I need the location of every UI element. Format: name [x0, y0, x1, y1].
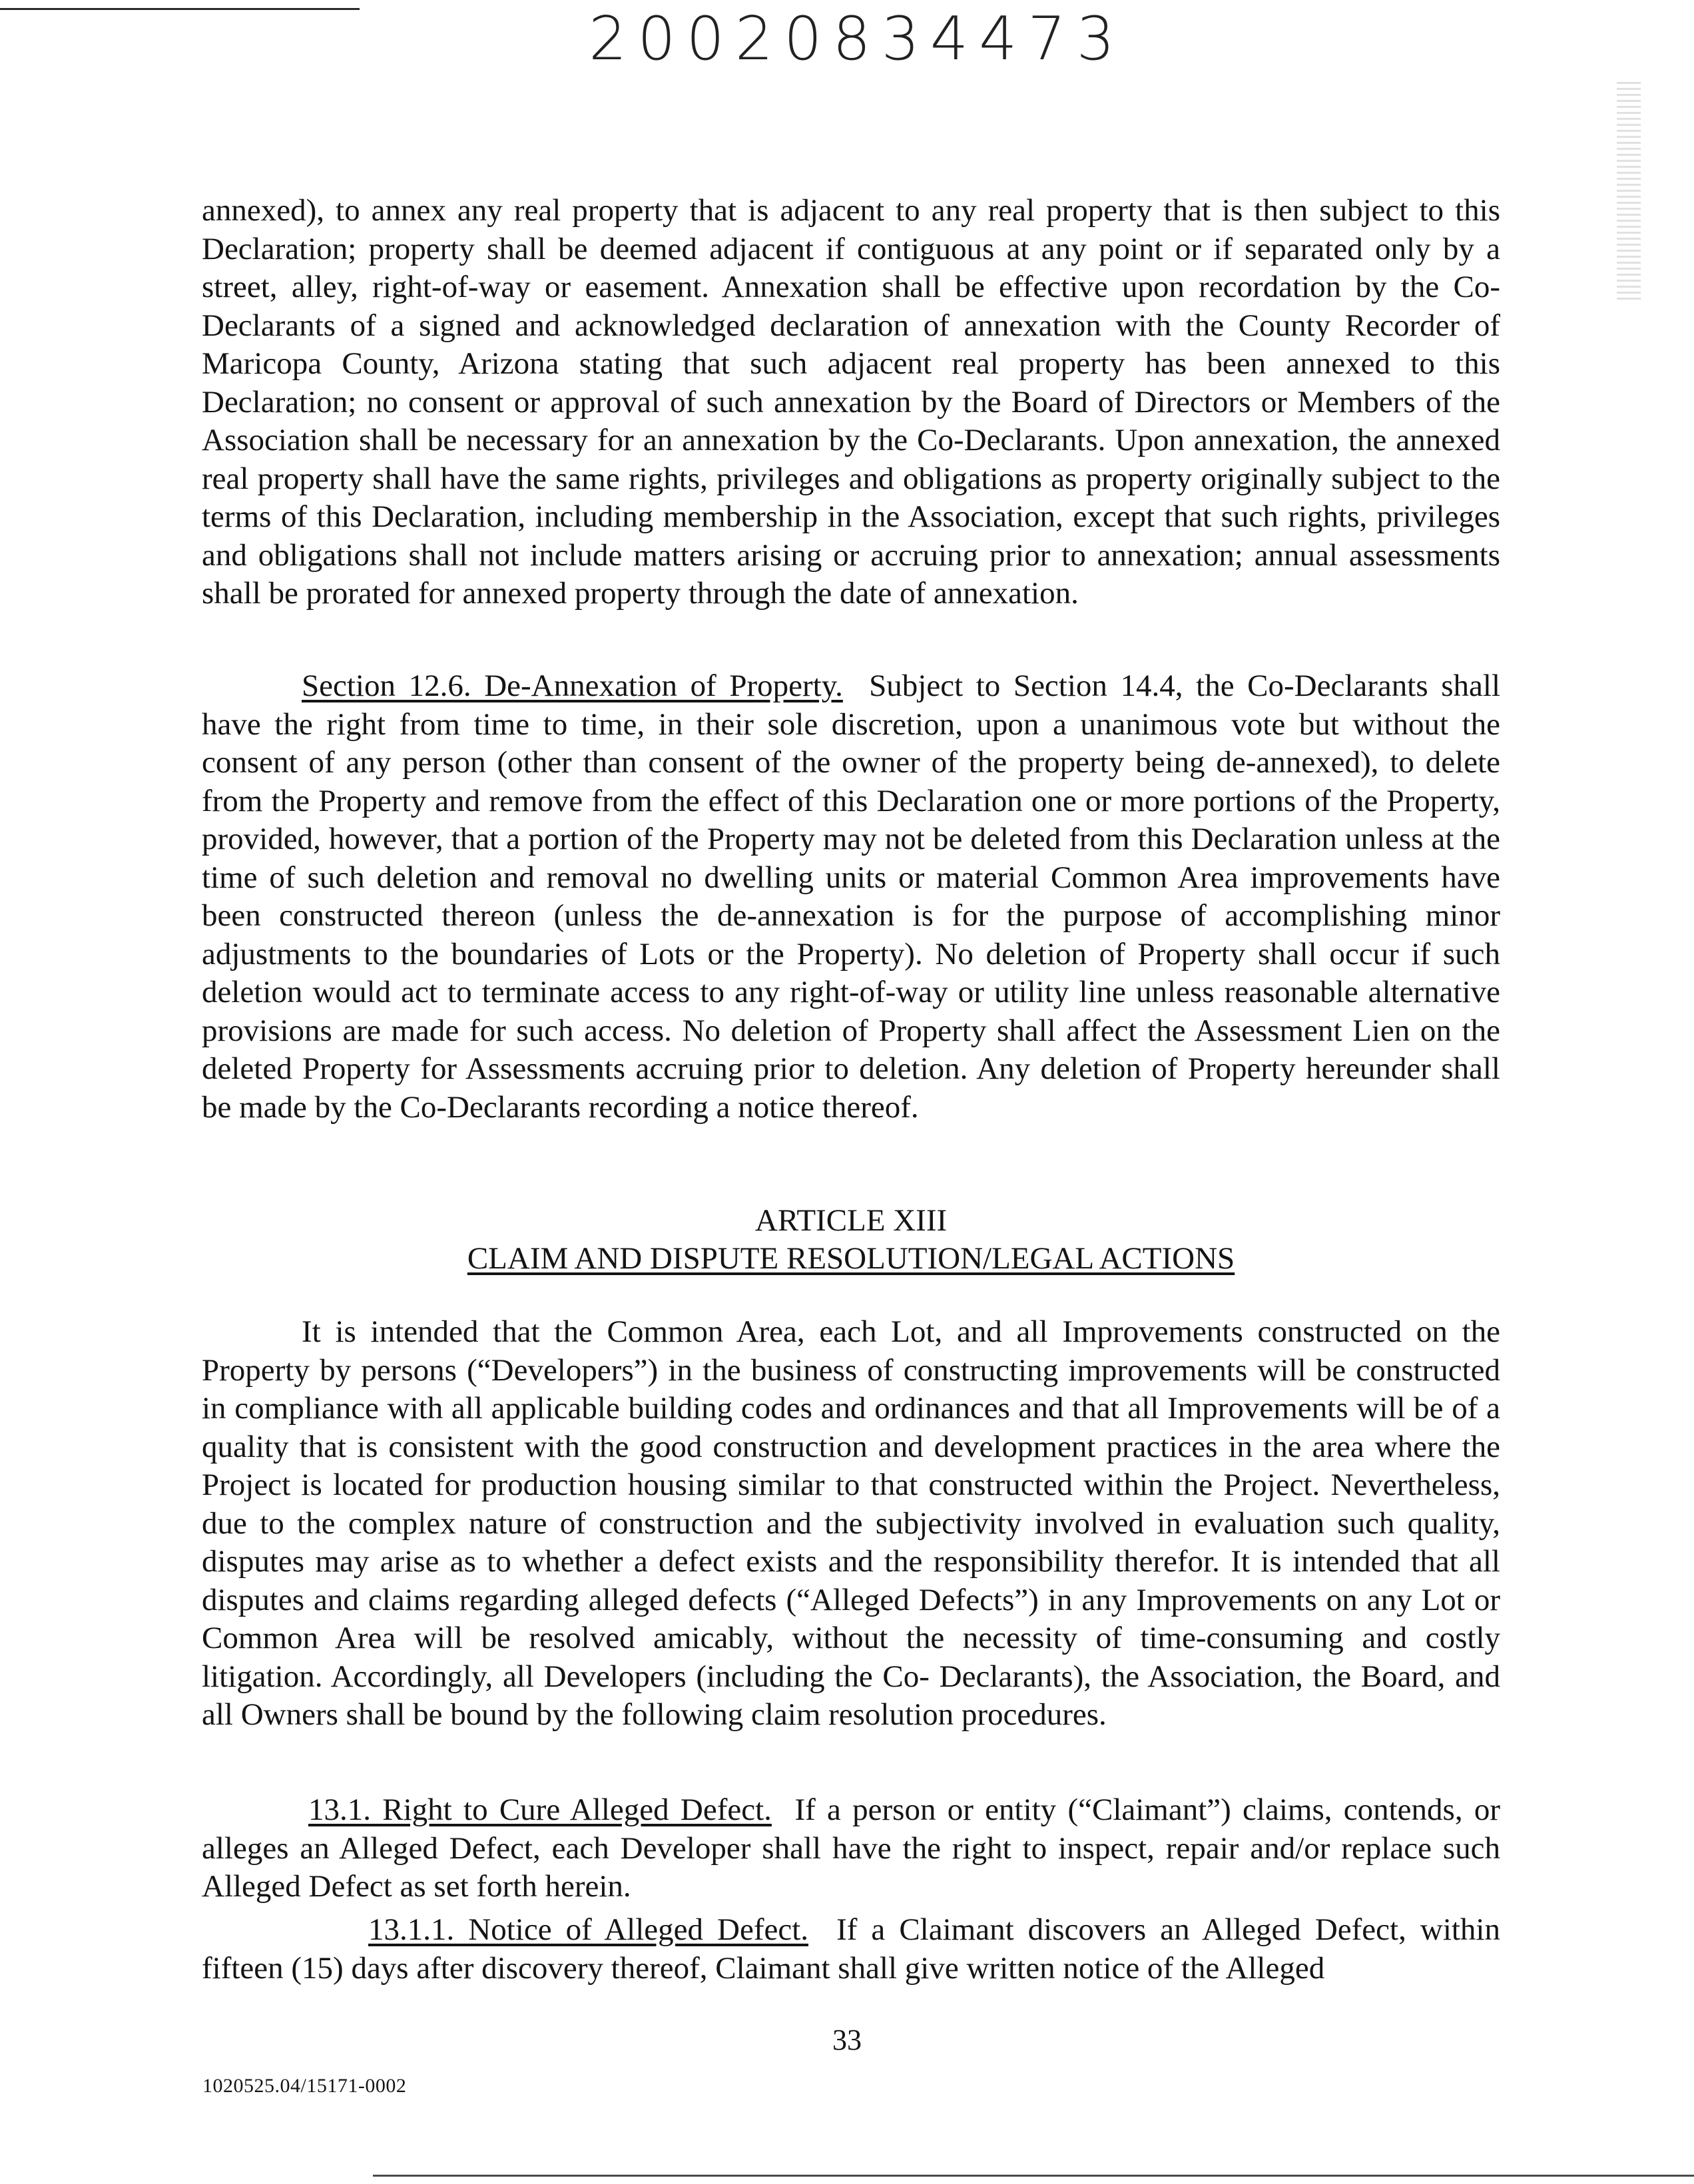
paragraph-notice-of-defect: [202, 1911, 1500, 1988]
paragraph-de-annexation: [202, 667, 1500, 1127]
recording-number: 20020834473: [589, 4, 1125, 74]
section-12-6-heading: Section 12.6. De-Annexation of Property.: [302, 669, 843, 703]
article-number: ARTICLE XIII: [754, 1203, 948, 1238]
paragraph-annexation-text: annexed), to annex any real property that is adjacent to any real property that is then subject to this Declaration; property shall be deemed adjacent if contiguous at any point or if separated only by a street, alley, right-of-way or easement. Annexation shall be effective upon recordation by the Co-Declarants of a signed and acknowledged declaration of annexation with the County Recorder of Maricopa County, Arizona stating that such adjacent real property has been annexed to this Declaration; no consent or approval of such annexation by the Board of Directors or Members of the Association shall be necessary for an annexation by the Co-Declarants. Upon annexation, the annexed real property shall have the same rights, privileges and obligations as property originally subject to the terms of this Declaration, including membership in the Association, except that such rights, privileges and obligations shall not include matters arising or accruing prior to annexation; annual assessments shall be prorated for annexed property through the date of annexation.: [202, 193, 1500, 611]
section-13-1-1-body: If a Claimant discovers an Alleged Defect, within fifteen (15) days after discovery thereof, Claimant shall give written notice of the Alleged: [202, 1912, 1500, 1986]
paragraph-annexation: [202, 192, 1500, 613]
paragraph-right-to-cure-text: [202, 1791, 1500, 1906]
margin-recording-stamp: [1617, 80, 1641, 300]
section-13-1-body: If a person or entity (“Claimant”) claims, contends, or alleges an Alleged Defect, each Developer shall have the right to inspect, repair and/or replace such Alleged Defect as set forth herein.: [202, 1792, 1500, 1904]
paragraph-article-intro: [202, 1313, 1500, 1735]
paragraph-article-intro-text: It is intended that the Common Area, each Lot, and all Improvements constructed on the Property by persons (“Developers”) in the business of constructing improvements will be constructed in compliance with all applicable building codes and ordinances and that all Improvements will be of a quality that is consistent with the good construction and development practices in the area where the Project is located for production housing similar to that constructed within the Project. Nevertheless, due to the complex nature of construction and the subjectivity involved in evaluation such quality, disputes may arise as to whether a defect exists and the responsibility therefor. It is intended that all disputes and claims regarding alleged defects (“Alleged Defects”) in any Improvements on any Lot or Common Area will be resolved amicably, without the necessity of time-consuming and costly litigation. Accordingly, all Developers (including the Co- Declarants), the Association, the Board, and all Owners shall be bound by the following claim resolution procedures.: [202, 1314, 1500, 1732]
bottom-scan-rule: [373, 2175, 1694, 2177]
section-12-6-body: Subject to Section 14.4, the Co-Declarants shall have the right from time to time, in their sole discretion, upon a unanimous vote but without the consent of any person (other than consent of the owner of the property being de-annexed), to delete from the Property and remove from the effect of this Declaration one or more portions of the Property, provided, however, that a portion of the Property may not be deleted from this Declaration unless at the time of such deletion and removal no dwelling units or material Common Area improvements have been constructed thereon (unless the de-annexation is for the purpose of accomplishing minor adjustments to the boundaries of Lots or the Property). No deletion of Property shall occur if such deletion would act to terminate access to any right-of-way or utility line unless reasonable alternative provisions are made for such access. No deletion of Property shall affect the Assessment Lien on the deleted Property for Assessments accruing prior to deletion. Any deletion of Property hereunder shall be made by the Co-Declarants recording a notice thereof.: [202, 669, 1501, 1125]
article-title-text: CLAIM AND DISPUTE RESOLUTION/LEGAL ACTIONS: [467, 1241, 1235, 1276]
page-number: 33: [832, 2024, 862, 2056]
paragraph-notice-of-defect-text: [202, 1911, 1500, 1988]
article-title: [202, 1240, 1500, 1278]
section-13-1-1-heading: 13.1.1. Notice of Alleged Defect.: [368, 1912, 809, 1947]
paragraph-right-to-cure: [202, 1791, 1500, 1906]
footer-document-id: 1020525.04/15171-0002: [202, 2075, 407, 2097]
paragraph-de-annexation-text: [202, 667, 1500, 1127]
section-13-1-heading: 13.1. Right to Cure Alleged Defect.: [308, 1792, 772, 1827]
